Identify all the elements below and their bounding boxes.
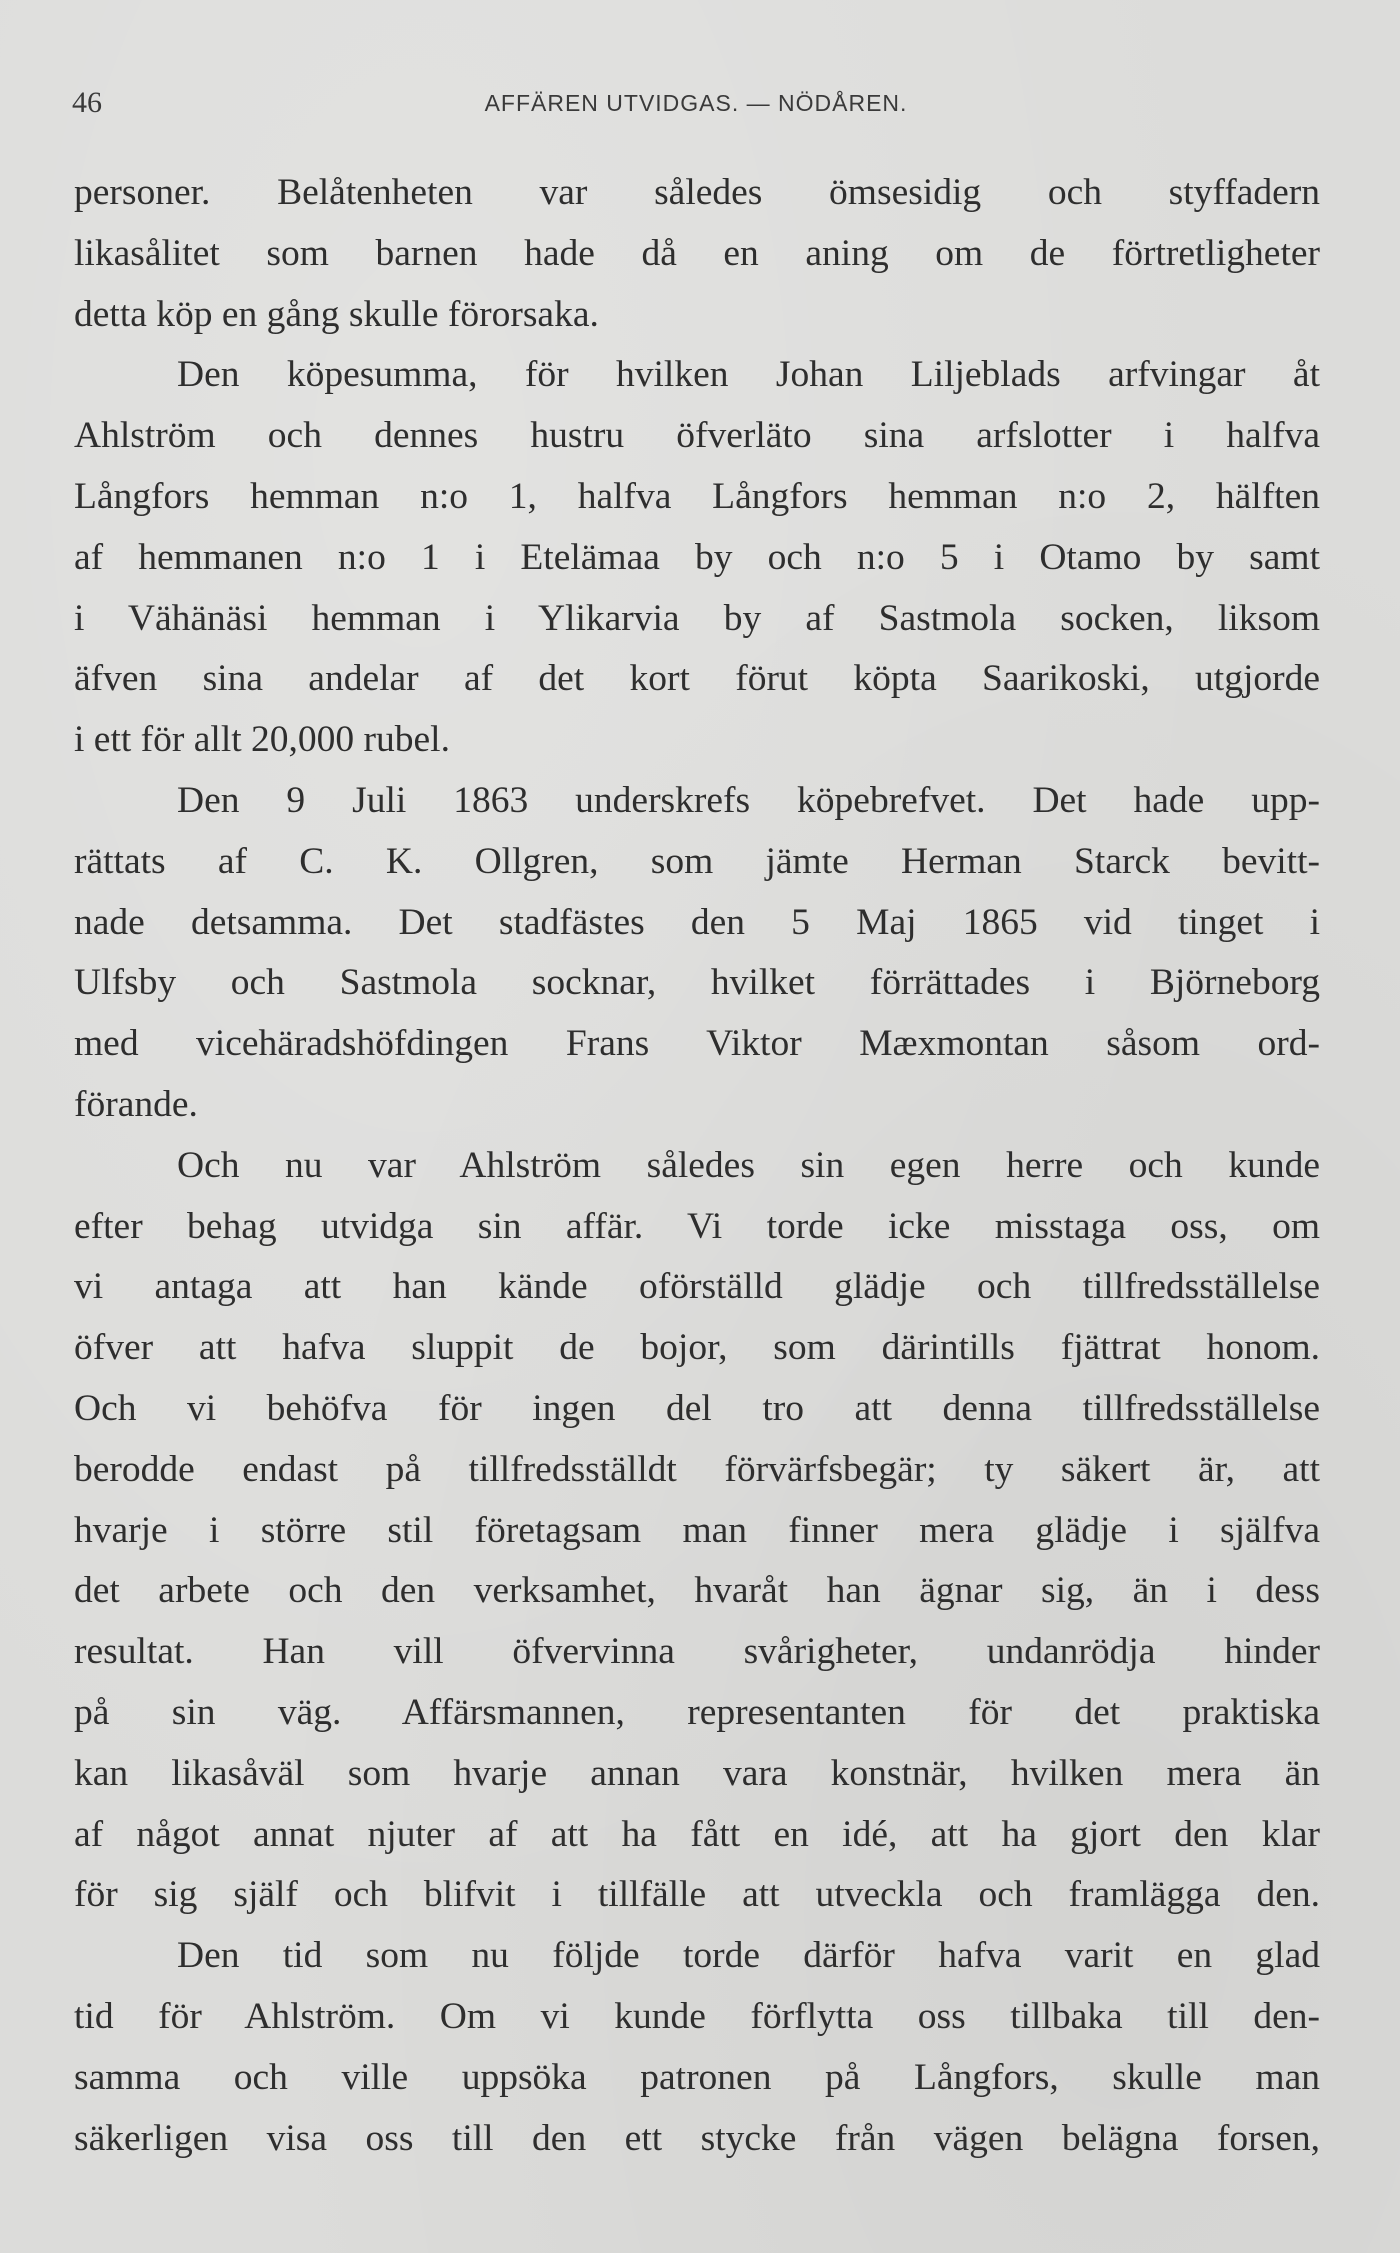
text-line: på sin väg. Affärsmannen, representanten för det praktiska xyxy=(74,1691,1320,1733)
text-line: Den 9 Juli 1863 underskrefs köpebrefvet. Det hade upp- xyxy=(177,779,1320,821)
text-line: Ahlström och dennes hustru öfverläto sina arfslotter i halfva xyxy=(74,415,1320,457)
text-line: kan likasåväl som hvarje annan vara konstnär, hvilken mera än xyxy=(74,1752,1320,1794)
text-line: efter behag utvidga sin affär. Vi torde icke misstaga oss, om xyxy=(74,1205,1320,1247)
page-number: 46 xyxy=(72,86,102,119)
text-line: hvarje i större stil företagsam man finner mera glädje i själfva xyxy=(74,1509,1320,1551)
text-line: berodde endast på tillfredsställdt förvärfsbegär; ty säkert är, att xyxy=(74,1448,1320,1490)
text-line: rättats af C. K. Ollgren, som jämte Herman Starck bevitt- xyxy=(74,840,1320,882)
text-line: Och nu var Ahlström således sin egen herre och kunde xyxy=(177,1144,1320,1186)
text-line: personer. Belåtenheten var således ömsesidig och styffadern xyxy=(74,172,1320,213)
text-line: af något annat njuter af att ha fått en idé, att ha gjort den klar xyxy=(74,1813,1320,1855)
text-line: i ett för allt 20,000 rubel. xyxy=(74,719,450,761)
text-line: med vicehäradshöfdingen Frans Viktor Mæxmontan såsom ord- xyxy=(74,1023,1320,1065)
text-line: Den köpesumma, för hvilken Johan Liljeblads arfvingar åt xyxy=(177,354,1320,396)
text-line: öfver att hafva sluppit de bojor, som därintills fjättrat honom. xyxy=(74,1327,1320,1369)
text-line: tid för Ahlström. Om vi kunde förflytta oss tillbaka till den- xyxy=(74,1995,1320,2037)
text-line: det arbete och den verksamhet, hvaråt han ägnar sig, än i dess xyxy=(74,1570,1320,1612)
text-line: nade detsamma. Det stadfästes den 5 Maj 1865 vid tinget i xyxy=(74,901,1320,943)
text-line: säkerligen visa oss till den ett stycke från vägen belägna forsen, xyxy=(74,2117,1320,2159)
text-line: för sig själf och blifvit i tillfälle att utveckla och framlägga den. xyxy=(74,1874,1320,1916)
running-head xyxy=(72,86,1320,126)
text-line: af hemmanen n:o 1 i Etelämaa by och n:o 5 i Otamo by samt xyxy=(74,536,1320,578)
text-line: resultat. Han vill öfvervinna svårigheter, undanrödja hinder xyxy=(74,1631,1320,1673)
text-line: förande. xyxy=(74,1083,198,1125)
text-line: äfven sina andelar af det kort förut köpta Saarikoski, utgjorde xyxy=(74,658,1320,700)
running-title: AFFÄREN UTVIDGAS. — NÖDÅREN. xyxy=(484,90,908,116)
text-line: i Vähänäsi hemman i Ylikarvia by af Sastmola socken, liksom xyxy=(74,597,1320,639)
text-line: samma och ville uppsöka patronen på Långfors, skulle man xyxy=(74,2056,1320,2098)
text-line: likasålitet som barnen hade då en aning om de förtretligheter xyxy=(74,232,1320,274)
text-line: Och vi behöfva för ingen del tro att denna tillfredsställelse xyxy=(74,1387,1320,1429)
text-line: Långfors hemman n:o 1, halfva Långfors hemman n:o 2, hälften xyxy=(74,475,1320,517)
text-line: detta köp en gång skulle förorsaka. xyxy=(74,293,599,335)
text-line: Den tid som nu följde torde därför hafva varit en glad xyxy=(177,1935,1320,1977)
text-line: Ulfsby och Sastmola socknar, hvilket förrättades i Björneborg xyxy=(74,962,1320,1004)
text-line: vi antaga att han kände oförställd glädje och tillfredsställelse xyxy=(74,1266,1320,1308)
body-text xyxy=(74,163,1320,2169)
